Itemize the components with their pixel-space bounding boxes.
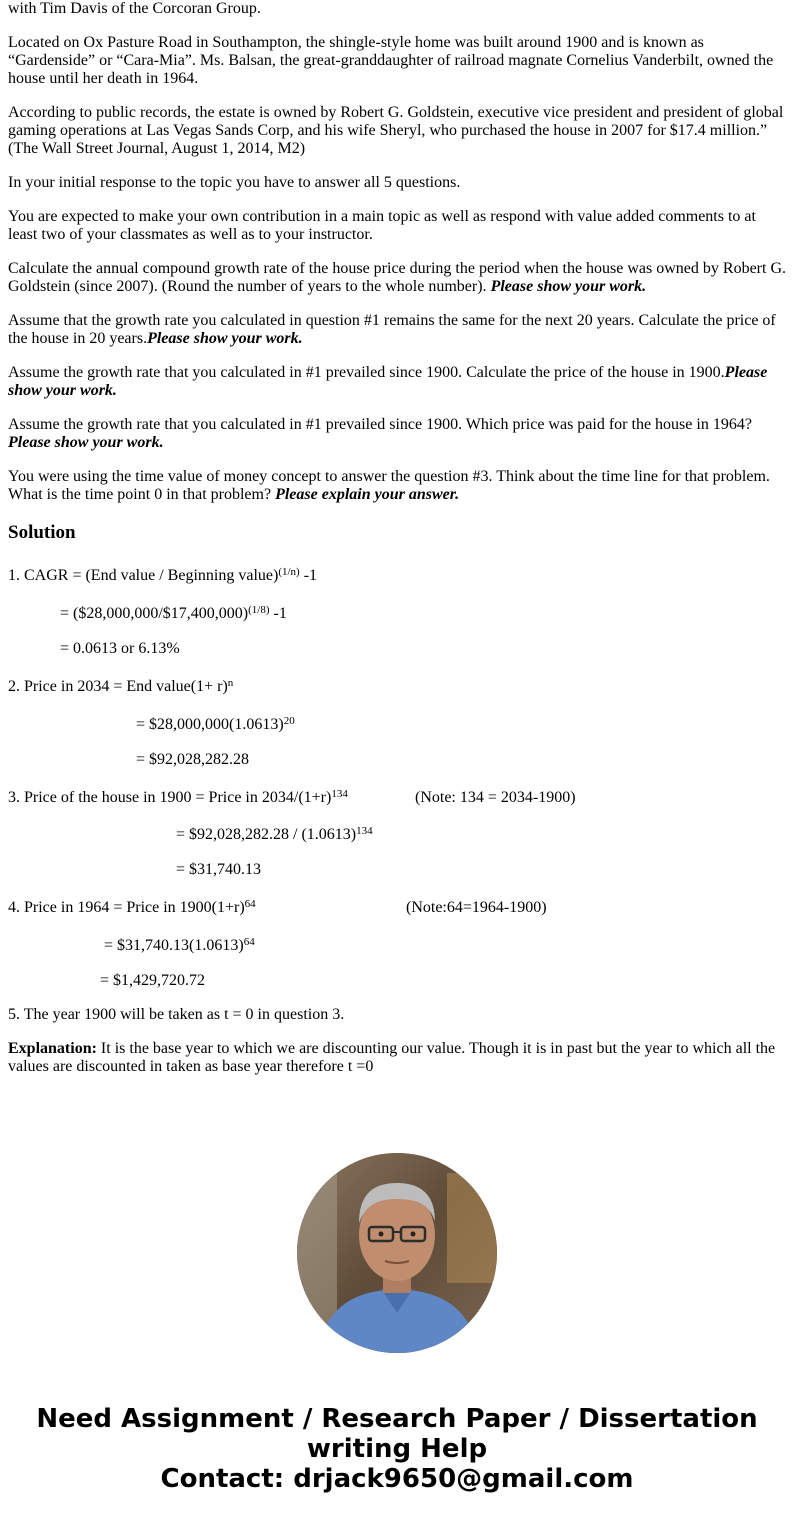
intro-paragraph-3: In your initial response to the topic you have to answer all 5 questions. bbox=[8, 174, 461, 191]
solution-4-result: = $1,429,720.72 bbox=[100, 972, 206, 989]
solution-3-formula bbox=[8, 789, 348, 807]
question-2-text: Assume that the growth rate you calculated in question #1 remains the same for the next 20 years. Calculate the price of the house in 20 years. bbox=[8, 312, 776, 347]
solution-4-formula-exponent: 64 bbox=[244, 898, 256, 910]
solution-3-substitution-exponent: 134 bbox=[356, 825, 373, 837]
question-2-emphasis: Please show your work. bbox=[147, 330, 303, 347]
question-4 bbox=[8, 416, 788, 452]
cta-line-1: Need Assignment / Research Paper / Dissertation bbox=[36, 1404, 758, 1434]
solution-2-formula-text: 2. Price in 2034 = End value(1+ r) bbox=[8, 678, 228, 695]
question-5-text: You were using the time value of money concept to answer the question #3. Think about the time line for that problem. What is the time point 0 in that problem? bbox=[8, 468, 770, 503]
solution-4-formula-text: 4. Price in 1964 = Price in 1900(1+r) bbox=[8, 899, 245, 916]
solution-1-result: = 0.0613 or 6.13% bbox=[60, 640, 180, 657]
question-5 bbox=[8, 468, 788, 504]
solution-2-result: = $92,028,282.28 bbox=[136, 751, 250, 768]
intro-paragraph-0: with Tim Davis of the Corcoran Group. bbox=[8, 0, 261, 17]
intro-paragraph-2: According to public records, the estate is owned by Robert G. Goldstein, executive vice president and president of global gaming operations at Las Vegas Sands Corp, and his wife Sheryl, who purchased the house in 2007 for $17.4 million.” (The Wall Street Journal, August 1, 2014, M2) bbox=[8, 104, 784, 157]
solution-1-substitution bbox=[60, 605, 287, 623]
question-2 bbox=[8, 312, 788, 348]
solution-1-formula-text: 1. CAGR = (End value / Beginning value) bbox=[8, 567, 279, 584]
question-1 bbox=[8, 260, 788, 296]
explanation-label: Explanation: bbox=[8, 1040, 97, 1057]
solution-2-formula bbox=[8, 678, 233, 696]
question-3 bbox=[8, 364, 788, 400]
solution-4-substitution-text: = $31,740.13(1.0613) bbox=[104, 937, 244, 954]
question-3-text: Assume the growth rate that you calculated in #1 prevailed since 1900. Calculate the price of the house in 1900. bbox=[8, 364, 725, 381]
question-1-emphasis: Please show your work. bbox=[490, 278, 647, 295]
solution-1-formula bbox=[8, 567, 317, 585]
solution-4-substitution-exponent: 64 bbox=[243, 936, 255, 948]
intro-paragraph-1: Located on Ox Pasture Road in Southampton, the shingle-style home was built around 1900 and is known as “Gardenside” or “Cara-Mia”. Ms. Balsan, the great-granddaughter of railroad magnate Cornelius Vanderbilt, owned the house until her death in 1964. bbox=[8, 34, 774, 87]
solution-heading: Solution bbox=[8, 522, 76, 543]
solution-1-substitution-tail: -1 bbox=[269, 605, 287, 622]
cta-line-2: writing Help bbox=[306, 1434, 488, 1464]
question-4-emphasis: Please show your work. bbox=[8, 434, 164, 451]
solution-4-note: (Note:64=1964-1900) bbox=[406, 899, 547, 916]
solution-2-substitution-exponent: 20 bbox=[283, 715, 295, 727]
solution-1-formula-tail: -1 bbox=[299, 567, 318, 584]
solution-2-substitution bbox=[136, 716, 295, 734]
author-avatar bbox=[297, 1153, 497, 1353]
cta-contact-line: Contact: drjack9650@gmail.com bbox=[160, 1464, 634, 1494]
solution-2-formula-exponent: n bbox=[227, 677, 234, 689]
question-1-text: Calculate the annual compound growth rate of the house price during the period when the house was owned by Robert G. Goldstein (since 2007). (Round the number of years to the whole number). bbox=[8, 260, 787, 295]
solution-4-substitution bbox=[104, 937, 255, 955]
explanation bbox=[8, 1040, 788, 1076]
question-5-emphasis: Please explain your answer. bbox=[275, 486, 460, 503]
solution-1-formula-exponent: (1/n) bbox=[278, 566, 300, 578]
solution-2-substitution-text: = $28,000,000(1.0613) bbox=[136, 716, 284, 733]
question-3-emphasis: Please show your work. bbox=[8, 364, 768, 399]
explanation-text: It is the base year to which we are discounting our value. Though it is in past but the year to which all the values are discounted in taken as base year therefore t =0 bbox=[8, 1040, 776, 1075]
solution-1-substitution-exponent: (1/8) bbox=[248, 604, 270, 616]
question-4-text: Assume the growth rate that you calculated in #1 prevailed since 1900. Which price was paid for the house in 1964? bbox=[8, 416, 752, 433]
solution-3-substitution bbox=[176, 826, 373, 844]
solution-3-formula-text: 3. Price of the house in 1900 = Price in 2034/(1+r) bbox=[8, 789, 332, 806]
solution-1-substitution-text: = ($28,000,000/$17,400,000) bbox=[60, 605, 249, 622]
solution-5: 5. The year 1900 will be taken as t = 0 in question 3. bbox=[8, 1006, 345, 1023]
solution-4-formula bbox=[8, 899, 256, 917]
solution-3-formula-exponent: 134 bbox=[331, 788, 348, 800]
solution-3-note: (Note: 134 = 2034-1900) bbox=[415, 789, 576, 806]
solution-3-result: = $31,740.13 bbox=[176, 861, 262, 878]
author-portrait-image bbox=[297, 1153, 497, 1353]
solution-3-substitution-text: = $92,028,282.28 / (1.0613) bbox=[176, 826, 357, 843]
intro-paragraph-4: You are expected to make your own contribution in a main topic as well as respond with value added comments to at least two of your classmates as well as to your instructor. bbox=[8, 208, 756, 243]
